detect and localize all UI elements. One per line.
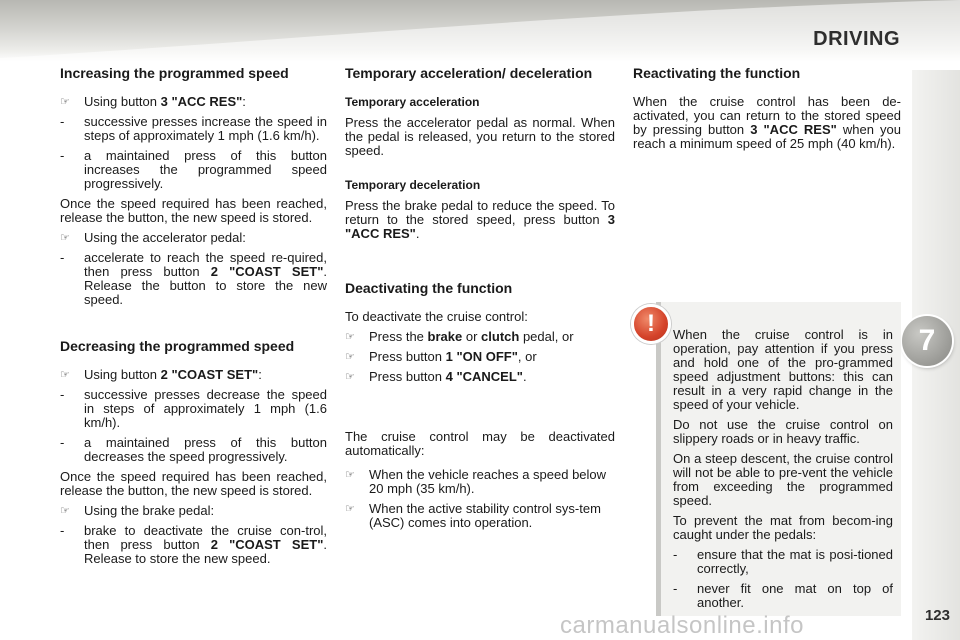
- hand-pointer-icon: ☞: [345, 351, 355, 363]
- list-item: ☞ Using button 3 "ACC RES":: [60, 94, 246, 109]
- subsection-title-deceleration: Temporary deceleration: [345, 178, 481, 192]
- hand-pointer-icon: ☞: [345, 503, 355, 515]
- list-item: ☞ Press button 4 "CANCEL".: [345, 369, 527, 384]
- section-title-increasing: Increasing the programmed speed: [60, 65, 289, 81]
- column-increasing-decreasing: [60, 66, 327, 572]
- section-title-reactivating: Reactivating the function: [633, 65, 801, 81]
- warning-icon: !: [631, 304, 671, 344]
- list-item: - a maintained press of this button decreases the speed progressively.: [60, 435, 327, 464]
- list-item: ☞ When the active stability control sys-tem (ASC) comes into operation.: [345, 501, 601, 530]
- list-item: ☞ Using button 2 "COAST SET":: [60, 367, 262, 382]
- warning-paragraph: When the cruise control is in operation, pay attention if you press and hold one of the pro-grammed speed adjustment buttons: this can result in a very rapid change in the speed of your vehicle.: [673, 327, 893, 412]
- list-item: - never fit one mat on top of another.: [673, 581, 893, 610]
- warning-paragraph: To prevent the mat from becom-ing caught under the pedals:: [673, 513, 893, 542]
- list-item: - successive presses decrease the speed in steps of approximately 1 mph (1.6 km/h).: [60, 387, 327, 430]
- section-title-temporary: Temporary acceleration/ deceleration: [345, 65, 593, 81]
- list-item: ☞ When the vehicle reaches a speed below 20 mph (35 km/h).: [345, 467, 607, 496]
- hand-pointer-icon: ☞: [345, 331, 355, 343]
- list-item: - successive presses increase the speed in steps of approximately 1 mph (1.6 km/h).: [60, 114, 327, 143]
- paragraph: The cruise control may be deactivated automatically:: [345, 429, 615, 458]
- chapter-tab[interactable]: 7: [902, 316, 952, 366]
- list-item: - brake to deactivate the cruise con-trol, then press button 2 "COAST SET". Release to store the new speed.: [60, 523, 327, 566]
- warning-paragraph: Do not use the cruise control on slippery roads or in heavy traffic.: [673, 417, 893, 446]
- section-title-deactivating: Deactivating the function: [345, 280, 513, 296]
- list-item: ☞ Using the brake pedal:: [60, 503, 215, 518]
- paragraph: Once the speed required has been reached, release the button, the new speed is stored.: [60, 469, 327, 498]
- hand-pointer-icon: ☞: [60, 369, 70, 381]
- list-item: ☞ Press button 1 "ON OFF", or: [345, 349, 537, 364]
- subsection-title-acceleration: Temporary acceleration: [345, 95, 480, 109]
- page-header-title: DRIVING: [813, 28, 900, 50]
- list-item: ☞ Using the accelerator pedal:: [60, 230, 246, 245]
- hand-pointer-icon: ☞: [345, 469, 355, 481]
- watermark: carmanualsonline.info: [560, 612, 804, 639]
- hand-pointer-icon: ☞: [60, 96, 70, 108]
- column-reactivating: [633, 66, 901, 157]
- list-item: - ensure that the mat is posi-tioned correctly,: [673, 547, 893, 576]
- paragraph: Press the brake pedal to reduce the speed. To return to the stored speed, press button 3 "ACC RES".: [345, 198, 615, 241]
- list-item: - accelerate to reach the speed re-quired, then press button 2 "COAST SET". Release the button to store the new speed.: [60, 250, 327, 307]
- paragraph: Press the accelerator pedal as normal. When the pedal is released, you return to the stored speed.: [345, 115, 615, 158]
- paragraph: To deactivate the cruise control:: [345, 309, 528, 324]
- hand-pointer-icon: ☞: [60, 505, 70, 517]
- warning-paragraph: On a steep descent, the cruise control will not be able to pre-vent the vehicle from exceeding the programmed speed.: [673, 451, 893, 508]
- column-temporary-deactivating: [345, 66, 615, 536]
- warning-content: [673, 328, 893, 616]
- hand-pointer-icon: ☞: [60, 232, 70, 244]
- paragraph: When the cruise control has been de-activated, you can return to the stored speed by pressing button 3 "ACC RES" when you reach a minimum speed of 25 mph (40 km/h).: [633, 94, 901, 151]
- hand-pointer-icon: ☞: [345, 371, 355, 383]
- section-title-decreasing: Decreasing the programmed speed: [60, 338, 295, 354]
- page-number: 123: [924, 607, 950, 624]
- list-item: - a maintained press of this button increases the programmed speed progressively.: [60, 148, 327, 191]
- paragraph: Once the speed required has been reached, release the button, the new speed is stored.: [60, 196, 327, 225]
- list-item: ☞ Press the brake or clutch pedal, or: [345, 329, 574, 344]
